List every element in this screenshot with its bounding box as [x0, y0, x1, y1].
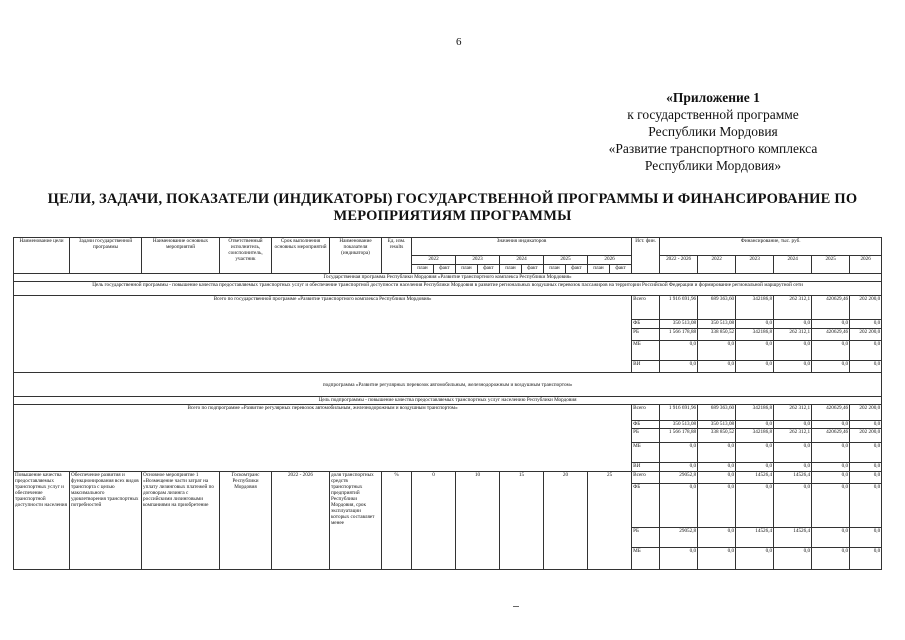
finance-cell: 202 200,0 [850, 405, 882, 421]
finance-cell: 0,0 [774, 421, 812, 429]
appendix-block [583, 89, 843, 174]
indicator-year: 2025 [544, 256, 588, 265]
program-total-label: Всего по государственной программе «Развитие транспортного комплекса Республики Мордовия» [14, 296, 632, 373]
indicator-year: 2023 [456, 256, 500, 265]
plan-fact: факт [566, 265, 588, 274]
finance-cell: 0,0 [698, 484, 736, 528]
appendix-title: «Приложение 1 [666, 90, 760, 105]
plan-fact: план [588, 265, 610, 274]
detail-value: 20 [544, 472, 588, 570]
finance-cell: 29052,8 [660, 528, 698, 548]
subprogram-total-label: Всего по подпрограмме «Развитие регулярных перевозок автомобильным, железнодорожным и воздушным транспортом» [14, 405, 632, 472]
plan-fact: план [500, 265, 522, 274]
subprogram-goal-row: Цель подпрограммы - повышение качества предоставляемых транспортных услуг населению Республики Мордовия [14, 397, 882, 405]
finance-cell: 0,0 [660, 361, 698, 373]
finance-source: ВИ [632, 463, 660, 472]
finance-cell: 1 916 691,96 [660, 405, 698, 421]
header-main-events: Наименование основных мероприятий [142, 238, 220, 274]
finance-cell: 420629,46 [812, 329, 850, 341]
finance-cell: 350 513,08 [660, 421, 698, 429]
finance-cell: 0,0 [736, 443, 774, 463]
finance-year: 2022 - 2026 [660, 256, 698, 274]
detail-value: 10 [456, 472, 500, 570]
header-tasks: Задачи государственной программы [70, 238, 142, 274]
finance-cell: 0,0 [774, 361, 812, 373]
finance-cell: 0,0 [850, 341, 882, 361]
appendix-line: Республики Мордовия [648, 124, 778, 139]
heading-line-2: МЕРОПРИЯТИЯМ ПРОГРАММЫ [333, 208, 572, 224]
finance-source: МБ [632, 548, 660, 570]
finance-cell: 338 850,52 [698, 329, 736, 341]
finance-cell: 0,0 [660, 463, 698, 472]
finance-cell: 342186,8 [736, 429, 774, 443]
program-row: Государственная программа Республики Мордовия «Развитие транспортного комплекса Республики Мордовия» [14, 274, 882, 282]
finance-year: 2025 [812, 256, 850, 274]
finance-cell: 14526,4 [736, 472, 774, 484]
detail-event: Основное мероприятие 1 «Возмещение части затрат на уплату лизинговых платежей по договорам лизинга с российскими лизинговыми компаниями на приобретение [142, 472, 220, 570]
finance-cell: 420629,46 [812, 429, 850, 443]
finance-cell: 1 916 691,96 [660, 296, 698, 320]
appendix-line: к государственной программе [627, 107, 799, 122]
finance-cell: 420629,46 [812, 296, 850, 320]
finance-cell: 0,0 [736, 463, 774, 472]
plan-fact: факт [522, 265, 544, 274]
header-source: Ист. фин. [632, 238, 660, 274]
finance-cell: 0,0 [698, 443, 736, 463]
finance-cell: 350 513,08 [660, 320, 698, 329]
detail-task: Обеспечение развития и функционирования всех видов транспорта с целью максимального удовлетворения транспортных потребностей [70, 472, 142, 570]
finance-cell: 0,0 [850, 361, 882, 373]
finance-cell: 0,0 [812, 548, 850, 570]
finance-cell: 420629,46 [812, 405, 850, 421]
detail-value: 25 [588, 472, 632, 570]
finance-cell: 0,0 [698, 528, 736, 548]
finance-cell: 689 363,60 [698, 405, 736, 421]
finance-cell: 0,0 [812, 361, 850, 373]
finance-cell: 0,0 [660, 484, 698, 528]
finance-source: ФБ [632, 421, 660, 429]
finance-cell: 0,0 [698, 548, 736, 570]
finance-cell: 0,0 [774, 341, 812, 361]
plan-fact: факт [434, 265, 456, 274]
subprogram-row: подпрограмма «Развитие регулярных перевозок автомобильным, железнодорожным и воздушным транспортом» [14, 373, 882, 397]
finance-source: РБ [632, 429, 660, 443]
finance-source: РБ [632, 528, 660, 548]
finance-year: 2026 [850, 256, 882, 274]
plan-fact: план [456, 265, 478, 274]
finance-cell: 0,0 [736, 361, 774, 373]
document-heading [20, 191, 885, 225]
finance-cell: 0,0 [660, 548, 698, 570]
finance-cell: 0,0 [736, 548, 774, 570]
finance-cell: 0,0 [812, 463, 850, 472]
finance-cell: 0,0 [850, 472, 882, 484]
goals-table [13, 237, 882, 570]
plan-fact: факт [610, 265, 632, 274]
finance-source: ВИ [632, 361, 660, 373]
finance-cell: 342186,8 [736, 296, 774, 320]
finance-source: МБ [632, 443, 660, 463]
finance-year: 2023 [736, 256, 774, 274]
finance-cell: 0,0 [850, 484, 882, 528]
finance-cell: 14526,4 [774, 528, 812, 548]
detail-goal: Повышение качества предоставляемых транспортных услуг и обеспечение транспортной доступности населения [14, 472, 70, 570]
finance-cell: 0,0 [736, 421, 774, 429]
detail-value: 0 [412, 472, 456, 570]
header-executor: Ответственный исполнитель, соисполнитель, участник [220, 238, 272, 274]
finance-cell: 202 200,0 [850, 329, 882, 341]
finance-cell: 0,0 [850, 463, 882, 472]
header-goal: Наименование цели [14, 238, 70, 274]
indicator-year: 2022 [412, 256, 456, 265]
finance-year: 2024 [774, 256, 812, 274]
finance-cell: 350 513,08 [698, 320, 736, 329]
header-term: Срок выполнения основных мероприятий [272, 238, 330, 274]
finance-cell: 0,0 [698, 472, 736, 484]
finance-cell: 0,0 [812, 421, 850, 429]
finance-cell: 0,0 [736, 484, 774, 528]
finance-source: Всего [632, 472, 660, 484]
finance-cell: 0,0 [850, 443, 882, 463]
header-indicator: Наименование показателя (индикатора) [330, 238, 382, 274]
finance-source: РБ [632, 329, 660, 341]
finance-cell: 0,0 [812, 341, 850, 361]
header-financing: Финансирование, тыс. руб. [660, 238, 882, 256]
indicator-year: 2024 [500, 256, 544, 265]
appendix-line: Республики Мордовия» [644, 158, 782, 173]
finance-cell: 262 312,1 [774, 405, 812, 421]
finance-cell: 0,0 [850, 421, 882, 429]
finance-source: Всего [632, 296, 660, 320]
finance-cell: 202 200,0 [850, 429, 882, 443]
finance-year: 2022 [698, 256, 736, 274]
finance-cell: 262 312,1 [774, 429, 812, 443]
finance-cell: 0,0 [774, 484, 812, 528]
finance-cell: 202 200,0 [850, 296, 882, 320]
finance-cell: 342186,8 [736, 329, 774, 341]
finance-cell: 0,0 [660, 443, 698, 463]
finance-cell: 0,0 [812, 472, 850, 484]
finance-cell: 0,0 [812, 443, 850, 463]
header-unit: Ед. изм. results [382, 238, 412, 274]
detail-indicator: доля транспортных средств транспортных предприятий Республики Мордовия, срок эксплуатации которых составляет менее [330, 472, 382, 570]
finance-cell: 689 363,60 [698, 296, 736, 320]
appendix-line: «Развитие транспортного комплекса [608, 141, 818, 156]
plan-fact: факт [478, 265, 500, 274]
finance-cell: 0,0 [850, 528, 882, 548]
finance-cell: 350 513,08 [698, 421, 736, 429]
finance-source: Всего [632, 405, 660, 421]
finance-cell: 0,0 [736, 320, 774, 329]
finance-cell: 0,0 [850, 548, 882, 570]
finance-cell: 29052,8 [660, 472, 698, 484]
finance-cell: 0,0 [774, 548, 812, 570]
finance-cell: 0,0 [698, 361, 736, 373]
finance-cell: 0,0 [698, 341, 736, 361]
finance-cell: 0,0 [850, 320, 882, 329]
indicator-year: 2026 [588, 256, 632, 265]
header-indicator-values: Значения индикаторов [412, 238, 632, 256]
detail-term: 2022 - 2026 [272, 472, 330, 570]
finance-cell: 0,0 [774, 443, 812, 463]
heading-line-1: ЦЕЛИ, ЗАДАЧИ, ПОКАЗАТЕЛИ (ИНДИКАТОРЫ) ГОСУДАРСТВЕННОЙ ПРОГРАММЫ И ФИНАНСИРОВАНИЕ ПО [47, 191, 858, 207]
finance-cell: 342186,8 [736, 405, 774, 421]
page-footer-mark [513, 606, 519, 607]
plan-fact: план [544, 265, 566, 274]
finance-cell: 0,0 [812, 484, 850, 528]
finance-cell: 0,0 [774, 463, 812, 472]
page-number: 6 [456, 36, 462, 48]
finance-cell: 0,0 [812, 320, 850, 329]
goals-table-container [13, 237, 879, 581]
finance-cell: 0,0 [660, 341, 698, 361]
finance-cell: 1 566 178,88 [660, 329, 698, 341]
finance-cell: 262 312,1 [774, 329, 812, 341]
finance-source: МБ [632, 341, 660, 361]
finance-cell: 0,0 [736, 341, 774, 361]
finance-cell: 338 850,52 [698, 429, 736, 443]
finance-cell: 0,0 [774, 320, 812, 329]
detail-unit: % [382, 472, 412, 570]
plan-fact: план [412, 265, 434, 274]
detail-executor: Госкомтранс Республики Мордовия [220, 472, 272, 570]
finance-cell: 14526,4 [774, 472, 812, 484]
finance-cell: 1 566 178,88 [660, 429, 698, 443]
finance-cell: 0,0 [812, 528, 850, 548]
finance-source: ФБ [632, 484, 660, 528]
finance-cell: 0,0 [698, 463, 736, 472]
finance-source: ФБ [632, 320, 660, 329]
finance-cell: 262 312,1 [774, 296, 812, 320]
detail-value: 15 [500, 472, 544, 570]
program-goal-row: Цель государственной программы - повышение качества предоставляемых транспортных услуг и обеспечение транспортной доступности населения Республики Мордовия в развитие региональных воздушных перевозок пассажиров на территории Российской Федерации и формирование региональной маршрутной сети [14, 282, 882, 296]
finance-cell: 14526,4 [736, 528, 774, 548]
